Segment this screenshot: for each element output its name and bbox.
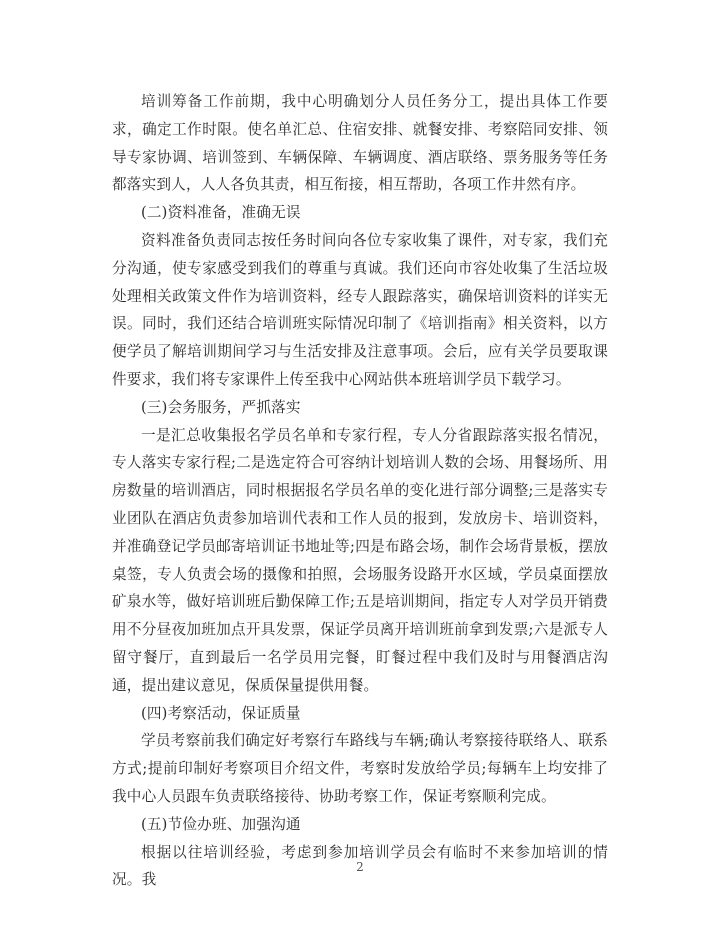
paragraph-staffing: 培训筹备工作前期，我中心明确划分人员任务分工，提出具体工作要求，确定工作时限。使名单汇总、住宿安排、就餐安排、考察陪同安排、领导专家协调、培训签到、车辆保障、车辆调度、酒店联络、票务服务等任务都落实到人，人人各负其责，相互衔接，相互帮助，各项工作井然有序。 (112, 93, 608, 194)
page-number: 2 (356, 860, 364, 874)
document-body (112, 88, 608, 894)
section-heading-frugality: (五)节俭办班、加强沟通 (141, 815, 301, 833)
section-heading-materials: (二)资料准备，准确无误 (141, 204, 301, 222)
paragraph-materials: 资料准备负责同志按任务时间向各位专家收集了课件，对专家，我们充分沟通，使专家感受到我们的尊重与真诚。我们还向市容处收集了生活垃圾处理相关政策文件作为培训资料，经专人跟踪落实，确保培训资料的详实无误。同时，我们还结合培训班实际情况印制了《培训指南》相关资料，以方便学员了解培训期间学习与生活安排及注意事项。会后，应有关学员要取课件要求，我们将专家课件上传至我中心网站供本班培训学员下载学习。 (112, 231, 608, 388)
section-heading-conference-service: (三)会务服务，严抓落实 (141, 398, 301, 416)
paragraph-conference-service: 一是汇总收集报名学员名单和专家行程，专人分省跟踪落实报名情况，专人落实专家行程;二是选定符合可容纳计划培训人数的会场、用餐场所、用房数量的培训酒店，同时根据报名学员名单的变化进行部分调整;三是落实专业团队在酒店负责参加培训代表和工作人员的报到，发放房卡、培训资料，并准确登记学员邮寄培训证书地址等;四是布路会场，制作会场背景板，摆放桌签，专人负责会场的摄像和拍照，会场服务设路开水区域，学员桌面摆放矿泉水等，做好培训班后勤保障工作;五是培训期间，指定专人对学员开销费用不分昼夜加班加点开具发票，保证学员离开培训班前拿到发票;六是派专人留守餐厅，直到最后一名学员用完餐，盯餐过程中我们及时与用餐酒店沟通，提出建议意见，保质保量提供用餐。 (112, 426, 608, 694)
section-heading-inspection: (四)考察活动，保证质量 (141, 704, 301, 722)
paragraph-inspection: 学员考察前我们确定好考察行车路线与车辆;确认考察接待联络人、联系方式;提前印制好考察项目介绍文件，考察时发放给学员;每辆车上均安排了我中心人员跟车负责联络接待、协助考察工作，保证考察顺利完成。 (112, 732, 608, 805)
paragraph-frugality: 根据以往培训经验，考虑到参加培训学员会有临时不来参加培训的情况。我 (112, 843, 608, 889)
